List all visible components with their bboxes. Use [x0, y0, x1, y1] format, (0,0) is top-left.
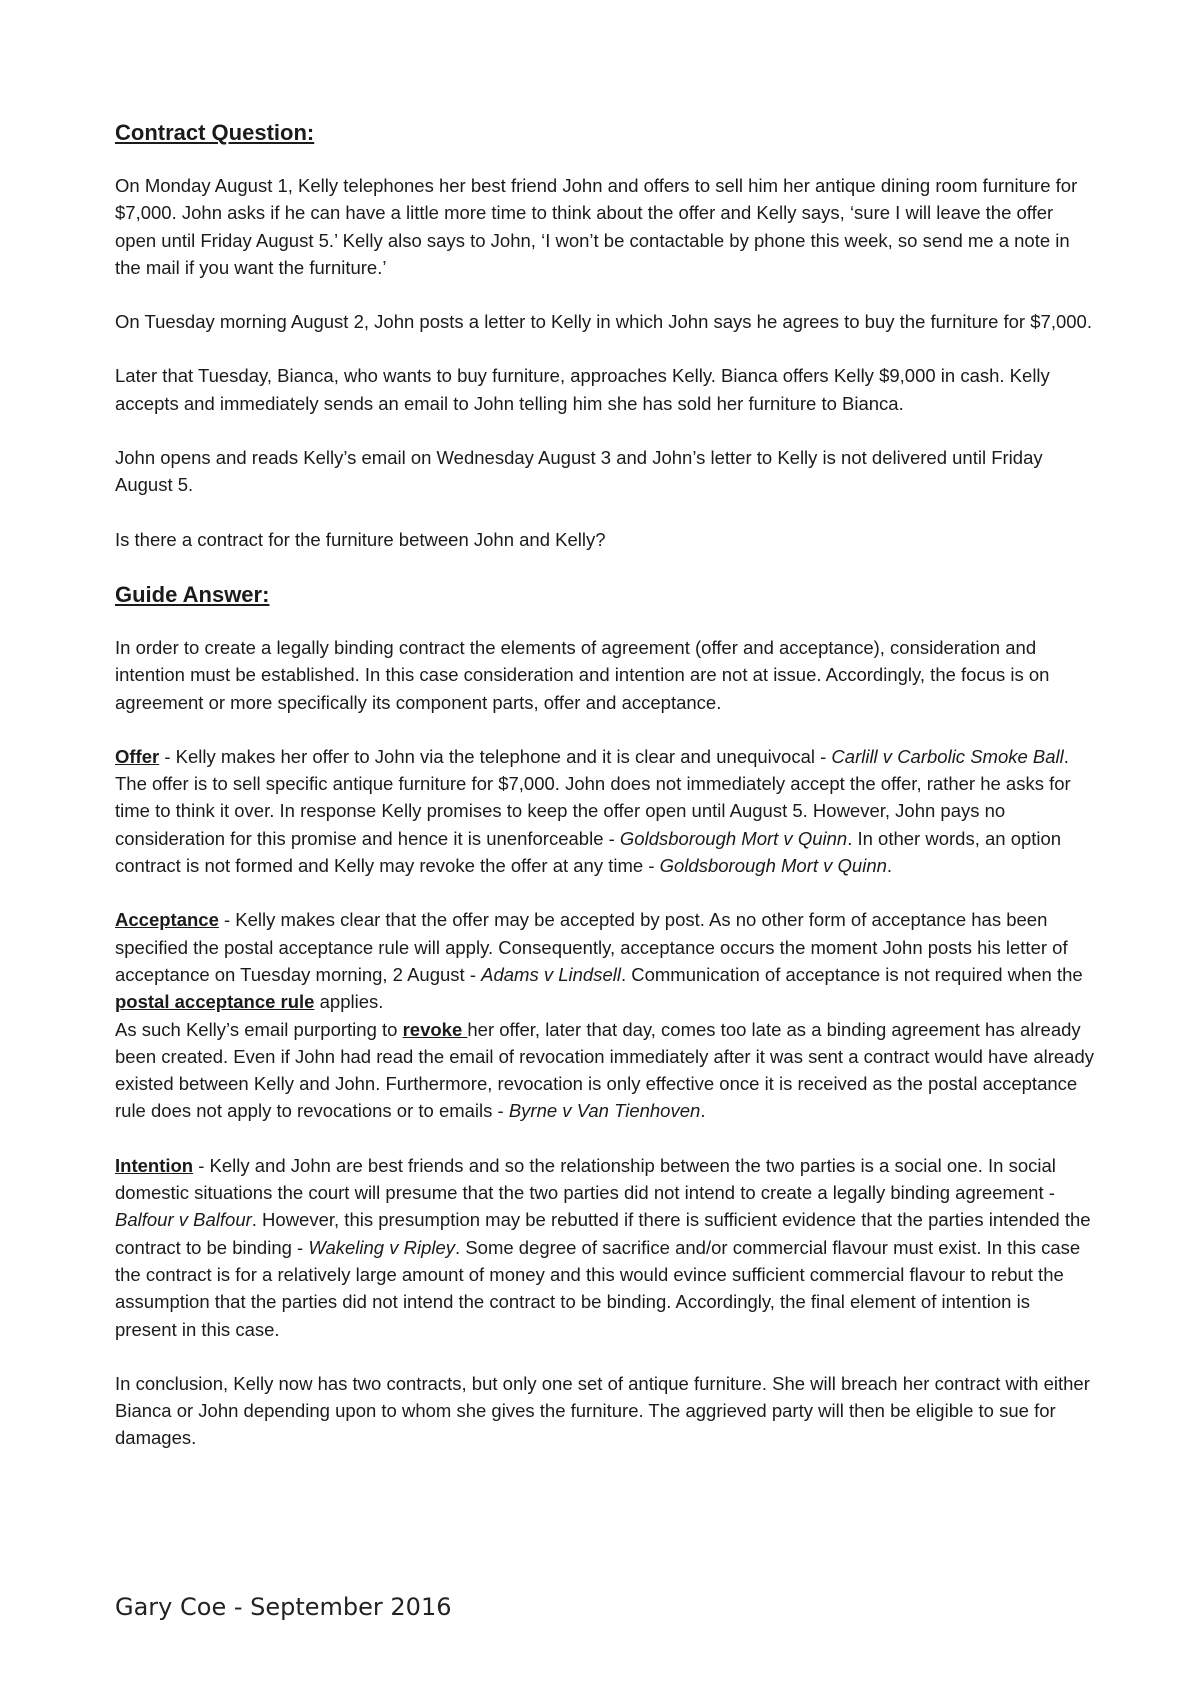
question-paragraph-4: John opens and reads Kelly’s email on Wednesday August 3 and John’s letter to Kelly is not delivered until Friday August 5. [115, 447, 1043, 496]
offer-text-3: . In other words, an option contract is not formed and Kelly may revoke the offer at any time - [115, 827, 1062, 877]
offer-text-2: . The offer is to sell specific antique furniture for $7,000. John does not immediately accept the offer, rather he asks for time to think it over. In response Kelly promises to keep the offer open until August 5. However, John pays no consideration for this promise and hence it is unenforceable - [115, 745, 1071, 849]
offer-paragraph [115, 743, 1095, 879]
answer-heading: Guide Answer: [115, 581, 270, 607]
question-paragraph-5: Is there a contract for the furniture between John and Kelly? [115, 528, 606, 550]
intention-paragraph [115, 1152, 1095, 1343]
intention-text-1: - Kelly and John are best friends and so the relationship between the two parties is a social one. In social domestic situations the court will presume that the two parties did not intend to create a legally binding agreement - [115, 1154, 1056, 1204]
document-body [115, 118, 1095, 1452]
question-paragraph-1: On Monday August 1, Kelly telephones her best friend John and offers to sell him her antique dining room furniture for $7,000. John asks if he can have a little more time to think about the offer and Kelly says, ‘sure I will leave the offer open until Friday August 5.’ Kelly also says to John, ‘I won’t be contactable by phone this week, so send me a note in the mail if you want the furniture.’ [115, 175, 1078, 278]
offer-label: Offer [115, 745, 160, 767]
case-citation: Goldsborough Mort v Quinn [619, 827, 848, 849]
acceptance-text-2: . Communication of acceptance is not required when the [620, 963, 1083, 985]
acceptance-text-1: - Kelly makes clear that the offer may be accepted by post. As no other form of acceptance has been specified the postal acceptance rule will apply. Consequently, acceptance occurs the moment John posts his letter of acceptance on Tuesday morning, 2 August - [115, 909, 1068, 985]
case-citation: Adams v Lindsell [481, 963, 621, 985]
case-citation: Byrne v Van Tienhoven [508, 1100, 701, 1122]
acceptance-text-5: her offer, later that day, comes too late as a binding agreement has already been created. Even if John had read the email of revocation immediately after it was sent a contract would have already existed between Kelly and John. Furthermore, revocation is only effective once it is received as the postal acceptance rule does not apply to revocations or to emails - [115, 1018, 1094, 1122]
author-footer: Gary Coe - September 2016 [115, 1593, 452, 1621]
intention-text-3: . Some degree of sacrifice and/or commercial flavour must exist. In this case the contract is for a relatively large amount of money and this would evince sufficient commercial flavour to rebut the assumption that the parties did not intend the contract to be binding. Accordingly, the final element of intention is present in this case. [115, 1236, 1081, 1340]
case-citation: Wakeling v Ripley [308, 1236, 456, 1258]
question-paragraph-3: Later that Tuesday, Bianca, who wants to buy furniture, approaches Kelly. Bianca offers Kelly $9,000 in cash. Kelly accepts and immediately sends an email to John telling him she has sold her furniture to Bianca. [115, 365, 1050, 414]
intention-label: Intention [115, 1154, 194, 1176]
acceptance-label: Acceptance [115, 909, 219, 931]
intention-text-2: . However, this presumption may be rebutted if there is sufficient evidence that the parties intended the contract to be binding - [115, 1209, 1091, 1258]
acceptance-paragraph [115, 906, 1095, 1015]
conclusion-paragraph: In conclusion, Kelly now has two contracts, but only one set of antique furniture. She will breach her contract with either Bianca or John depending upon to whom she gives the furniture. The aggrieved party will then be eligible to sue for damages. [115, 1372, 1090, 1449]
question-paragraph-2: On Tuesday morning August 2, John posts a letter to Kelly in which John says he agrees to buy the furniture for $7,000. [115, 311, 1092, 333]
answer-intro: In order to create a legally binding contract the elements of agreement (offer and acceptance), consideration and intention must be established. In this case consideration and intention are not at issue. Accordingly, the focus is on agreement or more specifically its component parts, offer and acceptance. [115, 636, 1050, 713]
question-heading: Contract Question: [115, 120, 315, 145]
case-citation: Goldsborough Mort v Quinn [659, 855, 887, 877]
postal-acceptance-rule-term: postal acceptance rule [115, 991, 315, 1013]
acceptance-text-3: applies. [314, 991, 384, 1013]
revocation-paragraph [115, 1016, 1095, 1125]
case-citation: Balfour v Balfour [115, 1209, 252, 1231]
case-citation: Carlill v Carbolic Smoke Ball [831, 745, 1064, 767]
offer-text-1: - Kelly makes her offer to John via the telephone and it is clear and unequivocal - [159, 745, 832, 767]
acceptance-text-4: As such Kelly’s email purporting to [115, 1018, 403, 1040]
revoke-term: revoke [402, 1018, 468, 1040]
offer-text-4: . [886, 855, 893, 877]
acceptance-text-6: . [700, 1100, 706, 1122]
